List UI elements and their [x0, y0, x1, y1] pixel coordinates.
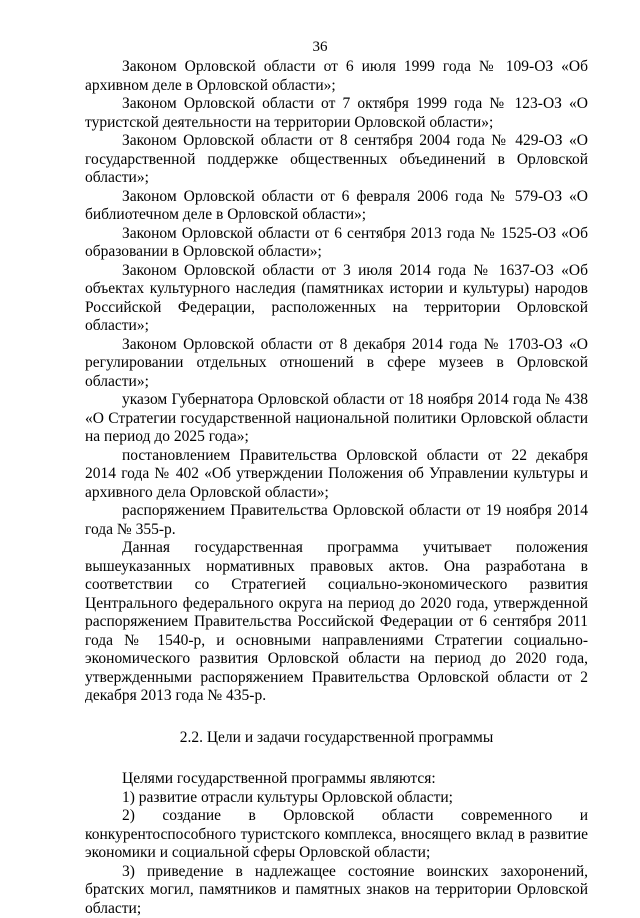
section-heading: 2.2. Цели и задачи государственной программы: [85, 729, 588, 748]
law-reference-paragraph: Законом Орловской области от 7 октября 1999 года № 123-ОЗ «О туристской деятельности на территории Орловской области»;: [85, 95, 588, 132]
goal-list-item: 1) развитие отрасли культуры Орловской области;: [85, 789, 588, 808]
order-reference-paragraph: распоряжением Правительства Орловской области от 19 ноября 2014 года № 355-р.: [85, 502, 588, 539]
goal-list-item: 3) приведение в надлежащее состояние воинских захоронений, братских могил, памятников и памятных знаков на территории Орловской области;: [85, 863, 588, 918]
goals-intro-paragraph: Целями государственной программы являются:: [85, 770, 588, 789]
law-reference-paragraph: Законом Орловской области от 6 июля 1999 года № 109-ОЗ «Об архивном деле в Орловской области»;: [85, 58, 588, 95]
law-reference-paragraph: Законом Орловской области от 6 сентября 2013 года № 1525-ОЗ «Об образовании в Орловской области»;: [85, 225, 588, 262]
law-reference-paragraph: Законом Орловской области от 8 сентября 2004 года № 429-ОЗ «О государственной поддержке общественных объединений в Орловской области»;: [85, 132, 588, 188]
program-basis-paragraph: Данная государственная программа учитывает положения вышеуказанных нормативных правовых актов. Она разработана в соответствии со Стратегией социально-экономического развития Центрального федерального округа на период до 2020 года, утвержденной распоряжением Правительства Российской Федерации от 6 сентября 2011 года № 1540-р, и основными направлениями Стратегии социально-экономического развития Орловской области на период до 2020 года, утвержденными распоряжением Правительства Орловской области от 2 декабря 2013 года № 435-р.: [85, 539, 588, 706]
page-number: 36: [0, 38, 640, 56]
law-reference-paragraph: Законом Орловской области от 3 июля 2014 года № 1637-ОЗ «Об объектах культурного наследия (памятниках истории и культуры) народов Российской Федерации, расположенных на территории Орловской области»;: [85, 262, 588, 336]
decree-reference-paragraph: указом Губернатора Орловской области от 18 ноября 2014 года № 438 «О Стратегии государственной национальной политики Орловской области на период до 2025 года»;: [85, 391, 588, 447]
goal-list-item: 2) создание в Орловской области современного и конкурентоспособного туристского комплекса, вносящего вклад в развитие экономики и социальной сферы Орловской области;: [85, 807, 588, 863]
law-reference-paragraph: Законом Орловской области от 8 декабря 2014 года № 1703-ОЗ «О регулировании отдельных отношений в сфере музеев в Орловской области»;: [85, 336, 588, 392]
law-reference-paragraph: Законом Орловской области от 6 февраля 2006 года № 579-ОЗ «О библиотечном деле в Орловской области»;: [85, 188, 588, 225]
resolution-reference-paragraph: постановлением Правительства Орловской области от 22 декабря 2014 года № 402 «Об утверждении Положения об Управлении культуры и архивного дела Орловской области»;: [85, 447, 588, 503]
document-body: [85, 58, 588, 918]
